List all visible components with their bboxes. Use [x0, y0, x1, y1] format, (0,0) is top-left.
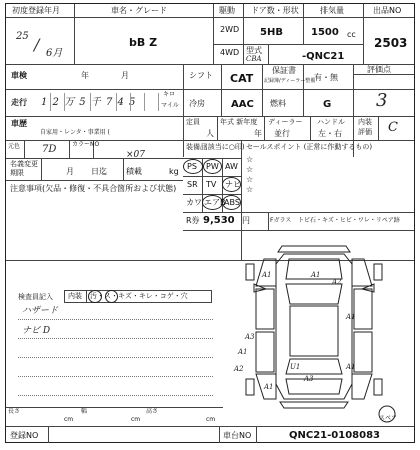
damage-mark-11: A1 — [264, 383, 274, 391]
width-label: 幅 — [81, 408, 88, 415]
inspection-month: 月 — [121, 71, 129, 80]
equip-ps: PS — [187, 162, 197, 171]
first-reg-label: 初度登録年月 — [12, 6, 60, 15]
f-glass-label: Fガラス — [270, 217, 292, 224]
equip-airbag: エアB — [204, 198, 226, 207]
width-unit: cm — [131, 416, 141, 423]
selling-points-label: セールスポイント (正常に作動するもの) — [246, 143, 373, 151]
length-label: 長さ — [8, 408, 21, 415]
model-year-unit: 年 — [254, 129, 262, 138]
recycle-unit: 円 — [242, 216, 250, 225]
car-name-label: 車名・グレード — [111, 6, 167, 15]
interior-label: 内装 — [358, 118, 372, 126]
history-label: 車歴 — [11, 119, 27, 128]
reg-no-label: 登録NO — [10, 431, 39, 440]
capacity-unit: 人 — [206, 129, 214, 138]
dealer-value: 並行 — [274, 129, 290, 138]
color-no-label: カラーNO — [72, 141, 100, 148]
interior-value: C — [388, 120, 398, 135]
equip-aw: AW — [225, 162, 238, 171]
damage-mark-5: A1 — [238, 348, 248, 356]
first-reg-month: 6月 — [46, 48, 63, 59]
loading-unit: kg — [169, 167, 179, 176]
star-2: ☆ — [246, 165, 254, 174]
orig-color-value: 7D — [42, 144, 57, 155]
star-1: ☆ — [246, 155, 254, 164]
doors-value: 5HB — [260, 27, 283, 38]
name-change-label: 名義変更 — [10, 160, 38, 168]
handle-value: 左・右 — [318, 129, 342, 138]
car-name-value: bB Z — [129, 36, 158, 49]
shift-value: CAT — [230, 72, 254, 85]
damage-mark-6: U1 — [290, 363, 301, 371]
chassis-label: 車台NO — [223, 431, 252, 440]
f-glass-items: トビ石・キズ・ヒビ・ワレ・リペア跡 — [298, 217, 400, 224]
equip-navi-circle — [222, 177, 241, 192]
drive-label: 駆動 — [219, 6, 235, 15]
equip-navi: ナビ — [225, 180, 241, 189]
model-type-label: 型式 — [246, 46, 262, 55]
inspector-items: 汚・ス・キズ・キレ・コゲ・穴 — [90, 292, 188, 300]
loading-label: 積載 — [126, 167, 142, 176]
equip-airbag-circle — [202, 195, 223, 210]
model-type-prefix: CBA — [246, 55, 262, 63]
warranty-value: 有・無 — [314, 73, 338, 82]
name-change-month: 月 — [66, 167, 74, 176]
equip-abs: ABS — [224, 198, 240, 207]
equip-sr: SR — [187, 180, 198, 189]
history-options: 自家用・レンタ・事業用 ( — [40, 129, 110, 136]
inspector-label: 検査員記入 — [18, 293, 53, 301]
inspector-note-1: ハザード — [22, 306, 59, 316]
warranty-sub: 記録簿/ディーラー整備 — [264, 78, 316, 84]
inspector-note-2: ナビ D — [22, 326, 51, 336]
equip-ps-circle — [183, 159, 203, 174]
star-3: ☆ — [246, 175, 254, 184]
drive-2wd: 2WD — [220, 25, 240, 34]
warranty-label: 保証書 — [272, 66, 296, 75]
equip-tv: TV — [206, 180, 217, 189]
equip-pw: PW — [206, 162, 219, 171]
drive-4wd: 4WD — [220, 48, 240, 57]
damage-mark-1: A1 — [262, 271, 272, 279]
mileage-label: 走行 — [11, 98, 27, 107]
doors-label: ドア数・形状 — [251, 6, 299, 15]
notes-label: 注意事項(欠品・修復・不具合箇所および状態) — [10, 184, 177, 193]
equipment-note: (該当に○印) — [205, 143, 245, 151]
dealer-label: ディーラー — [268, 118, 303, 126]
height-label: 高さ — [146, 408, 159, 415]
damage-mark-2: A1 — [311, 271, 321, 279]
equip-pw-circle — [203, 159, 222, 174]
chassis-value: QNC21-0108083 — [289, 430, 380, 441]
rating-label: 評価点 — [367, 65, 391, 74]
inspection-year: 年 — [81, 71, 89, 80]
length-unit: cm — [64, 416, 74, 423]
fuel-value: G — [323, 99, 332, 110]
displacement-label: 排気量 — [320, 6, 344, 15]
lot-label: 出品NO — [373, 6, 402, 15]
inspector-interior: 内装 — [68, 292, 82, 300]
displacement-unit: cc — [347, 30, 356, 39]
damage-mark-4: A3 — [245, 333, 255, 341]
orig-color-label: 元色 — [8, 143, 21, 150]
height-unit: cm — [206, 416, 216, 423]
fuel-label: 燃料 — [270, 99, 286, 108]
shift-label: シフト — [189, 71, 213, 80]
damage-mark-10: A3 — [304, 375, 314, 383]
inspector-stain-circle — [88, 290, 102, 303]
damage-mark-3: A2 — [332, 278, 342, 286]
displacement-value: 1500 — [311, 27, 339, 38]
model-type-value: -QNC21 — [302, 51, 345, 62]
capacity-label: 定員 — [186, 118, 200, 126]
rating-value: 3 — [376, 90, 388, 111]
inspector-scratch-circle — [105, 290, 118, 303]
car-diagram — [224, 234, 414, 424]
star-4: ☆ — [246, 185, 254, 194]
equip-leather: カワ — [186, 198, 202, 207]
mileage-value: 1 2 万 5 千 7 4 5 — [41, 97, 137, 108]
inspection-label: 車検 — [11, 71, 27, 80]
ac-label: 冷房 — [189, 99, 205, 108]
color-no-value: ×07 — [126, 150, 145, 160]
model-year-label: 年式 新年度 — [220, 118, 258, 126]
interior-label2: 評価 — [358, 128, 372, 136]
damage-mark-8: A1 — [346, 313, 356, 321]
ac-value: AAC — [231, 99, 254, 110]
recycle-value: 9,530 — [203, 215, 235, 226]
handle-label: ハンドル — [317, 118, 345, 126]
name-change-day: 日迄 — [91, 167, 107, 176]
auction-sheet: 初度登録年月 25 / 6月 車名・グレード bB Z 駆動 2WD 4WD ドア数・形状 5HB 排気量 1500 cc 型式 CBA -QNC21 出品NO 2503 車検 年 月 シフト CAT 保証書 記録簿/ディーラー整備 有・無 評価点 3 走行 1 2 万 5 千 7 4 5 キロ マイル 冷房 AAC 燃料 G 車歴 自家用・レンタ・事業用 ( 定員 人 年式 新年度 年 ディーラー 並行 ハンドル 左・右 内装 評価 C 元色 7D カラーNO ×07 装備品 (該当に○印) セールスポイント (正常に作動するもの) ☆ ☆ ☆ ☆ 名義変更 期限 月 日迄 積載 kg 注意事項(欠品・修復・不具合箇所および状態) PS PW AW SR TV ナビ カワ エアB ABS R券 9,530 円 Fガラス トビ石・キズ・ヒビ・ワレ・リペア跡 検査員記入 内装 汚・ス・キズ・キレ・コゲ・穴 ハザード ナビ D A1 A1 A2 A3 A1 U1 A1 A1 A2 A3 A1 スペア 長さ cm 幅 cm 高さ cm 登録NO 車台NO QNC21-0108083 — [5, 3, 415, 443]
equipment-label: 装備品 — [186, 143, 207, 151]
name-change-label2: 期限 — [10, 169, 24, 177]
first-reg-year: 25 — [16, 31, 29, 42]
lot-value: 2503 — [374, 36, 408, 50]
mileage-unit-km: キロ — [163, 91, 176, 98]
equip-abs-circle — [222, 195, 241, 210]
recycle-label: R券 — [186, 216, 200, 225]
damage-mark-9: A2 — [234, 365, 244, 373]
damage-mark-7: A1 — [346, 363, 356, 371]
spare-label: スペア — [379, 415, 398, 422]
mileage-unit-mile: マイル — [161, 102, 179, 109]
